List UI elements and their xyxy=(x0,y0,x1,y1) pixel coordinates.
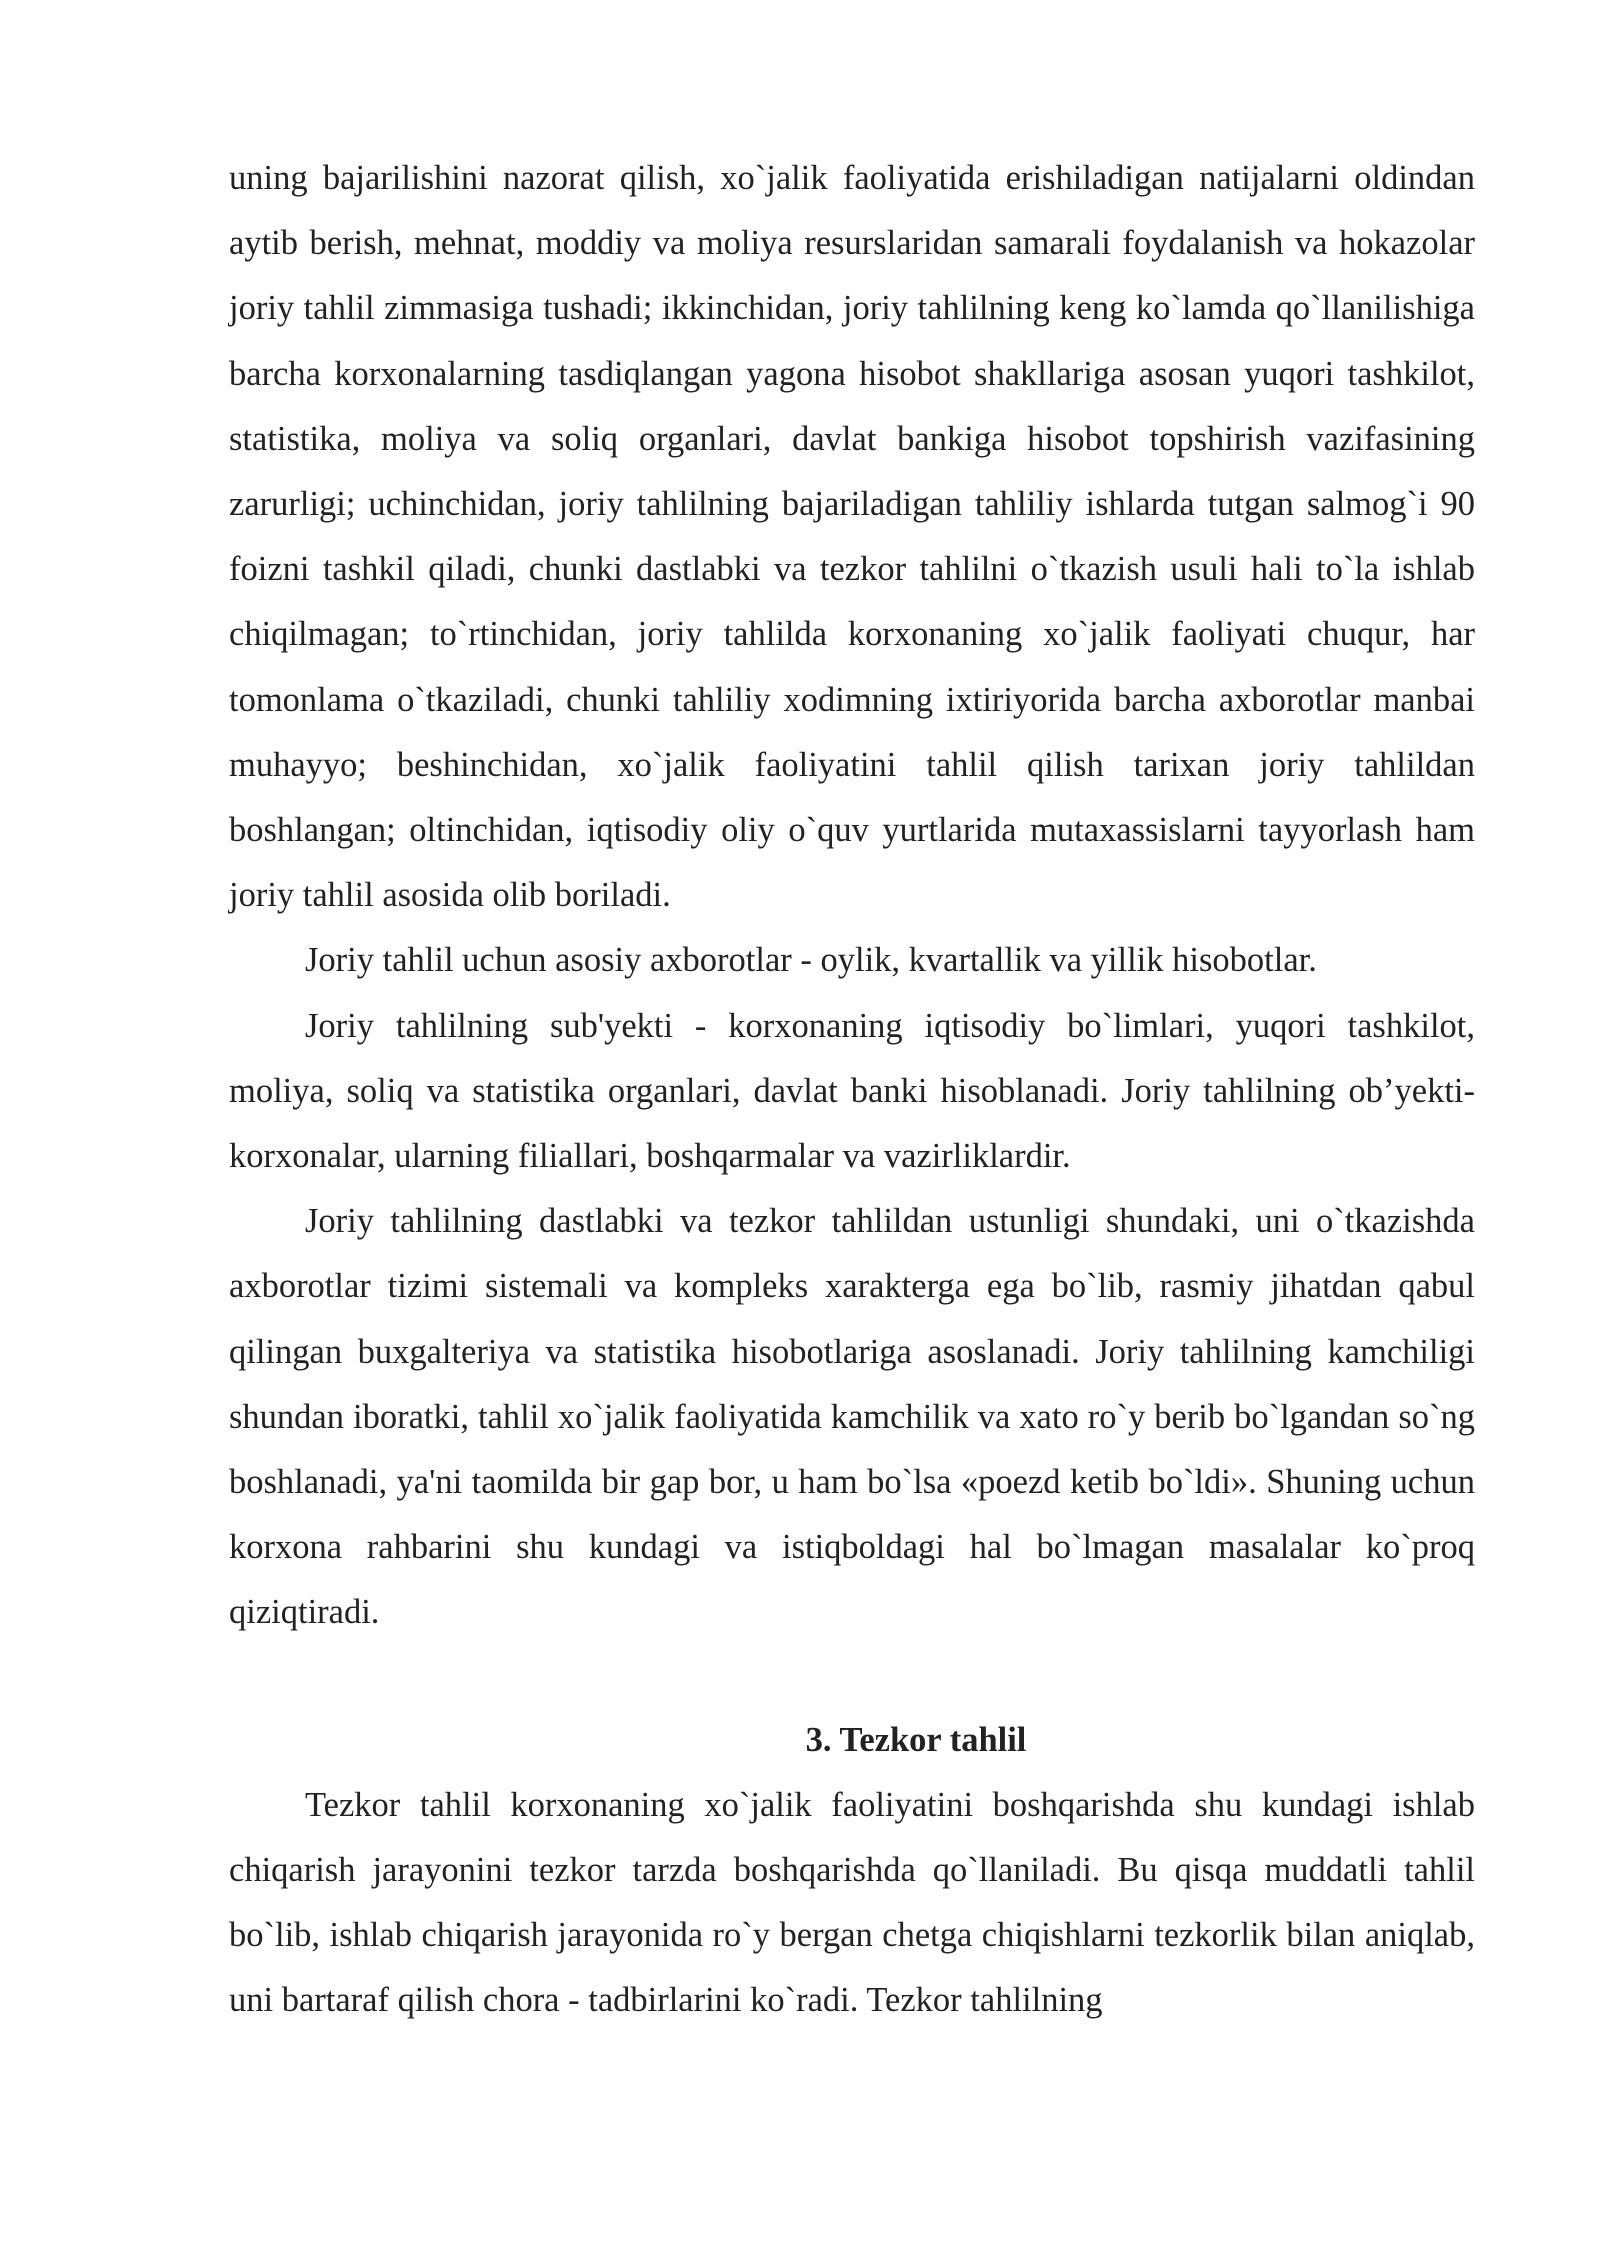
paragraph-continuation: uning bajarilishini nazorat qilish, xo`jalik faoliyatida erishiladigan natijalarni oldindan aytib berish, mehnat, moddiy va moliya resurslaridan samarali foydalanish va hokazolar joriy tahlil zimmasiga tushadi; ikkinchidan, joriy tahlilning keng ko`lamda qo`llanilishiga barcha korxonalarning tasdiqlangan yagona hisobot shakllariga asosan yuqori tashkilot, statistika, moliya va soliq organlari, davlat bankiga hisobot topshirish vazifasining zarurligi; uchinchidan, joriy tahlilning bajariladigan tahliliy ishlarda tutgan salmog`i 90 foizni tashkil qiladi, chunki dastlabki va tezkor tahlilni o`tkazish usuli hali to`la ishlab chiqilmagan; to`rtinchidan, joriy tahlilda korxonaning xo`jalik faoliyati chuqur, har tomonlama o`tkaziladi, chunki tahliliy xodimning ixtiriyorida barcha axborotlar manbai muhayyo; beshinchidan, xo`jalik faoliyatini tahlil qilish tarixan joriy tahlildan boshlangan; oltinchidan, iqtisodiy oliy o`quv yurtlarida mutaxassislarni tayyorlash ham joriy tahlil asosida olib boriladi. xyxy=(229,159,1475,915)
section-heading: 3. Tezkor tahlil xyxy=(805,1720,1027,1759)
paragraph-advantages: Joriy tahlilning dastlabki va tezkor tahlildan ustunligi shundaki, uni o`tkazishda axborotlar tizimi sistemali va kompleks xarakterga ega bo`lib, rasmiy jihatdan qabul qilingan buxgalteriya va statistika hisobotlariga asoslanadi. Joriy tahlilning kamchiligi shundan iboratki, tahlil xo`jalik faoliyatida kamchilik va xato ro`y berib bo`lgandan so`ng boshlanadi, ya'ni taomilda bir gap bor, u ham bo`lsa «poezd ketib bo`ldi». Shuning uchun korxona rahbarini shu kundagi va istiqboldagi hal bo`lmagan masalalar ko`proq qiziqtiradi. xyxy=(229,1202,1475,1632)
paragraph-information-sources: Joriy tahlil uchun asosiy axborotlar - oylik, kvartallik va yillik hisobotlar. xyxy=(305,941,1317,980)
paragraph-subject-object: Joriy tahlilning sub'yekti - korxonaning iqtisodiy bo`limlari, yuqori tashkilot, moliya, soliq va statistika organlari, davlat banki hisoblanadi. Joriy tahlilning ob’yekti-korxonalar, ularning filiallari, boshqarmalar va vazirliklardir. xyxy=(229,1006,1475,1176)
paragraph-tezkor-tahlil: Tezkor tahlil korxonaning xo`jalik faoliyatini boshqarishda shu kundagi ishlab chiqarish jarayonini tezkor tarzda boshqarishda qo`llaniladi. Bu qisqa muddatli tahlil bo`lib, ishlab chiqarish jarayonida ro`y bergan chetga chiqishlarni tezkorlik bilan aniqlab, uni bartaraf qilish chora - tadbirlarini ko`radi. Tezkor tahlilning xyxy=(229,1785,1475,2020)
document-page xyxy=(229,146,1475,2034)
